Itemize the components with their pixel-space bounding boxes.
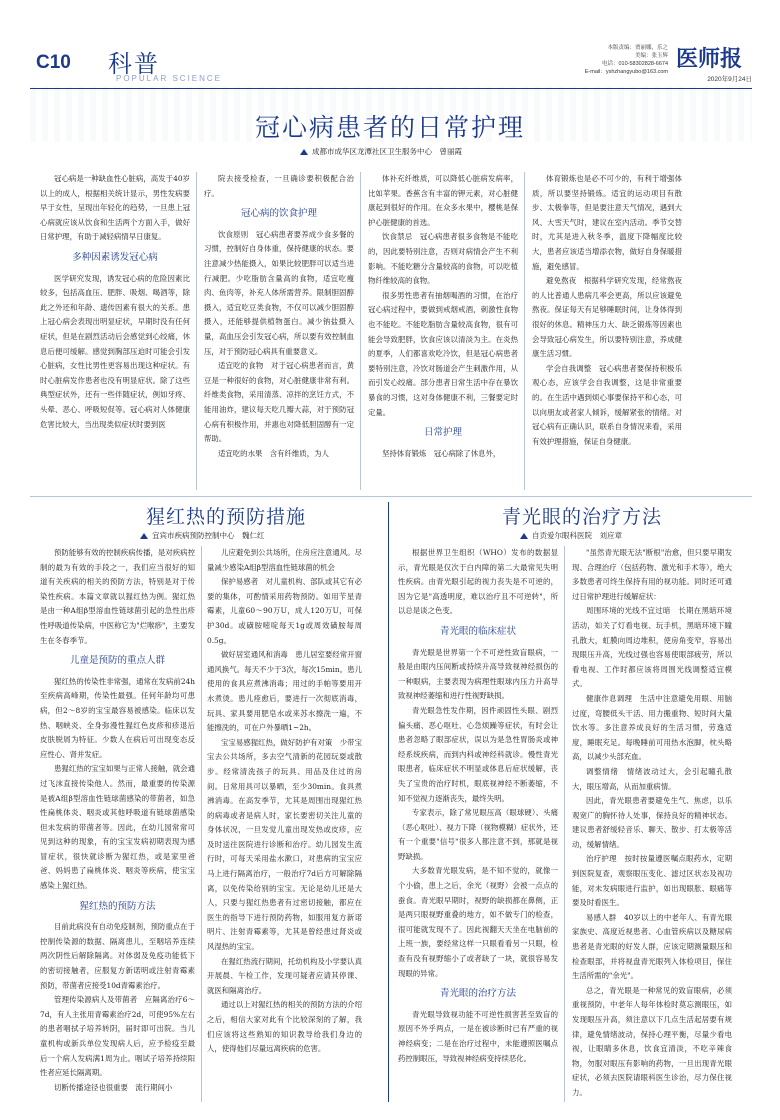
paragraph: 坚持体育锻炼 冠心病除了休息外， (382, 448, 501, 458)
article2-column-2 (207, 546, 362, 1102)
paragraph: 治疗护理 按时按量遵医嘱点眼药水，定期到医院复查，观察眼压变化、滤过区状态及视功能，对未发病眼进行监护，如出现眼胀、眼痛等要及时看医生。 (572, 854, 732, 908)
byline-chd: 成都市成华区龙潭社区卫生服务中心 曾丽霞 (300, 146, 462, 157)
paragraph: 儿应避免到公共场所，住房应注意通风。尽量减少感染A组β型溶血性链球菌的机会 (207, 548, 362, 572)
subheading: 多种因素诱发冠心病 (72, 251, 158, 263)
header-rule (30, 88, 752, 89)
paragraph: 通过以上对猩红热的相关的预防方法的介绍之后，相信大家对此有个比较深刻的了解，我们应该将这些熟知的知识教导给我们身边的人，使得他们尽量远离疾病的危害。 (207, 1000, 362, 1054)
paragraph: 在猩红热流行期间，托幼机构及小学要认真开展晨、午检工作，发现可疑者应请其停课、就医和隔离治疗。 (207, 956, 362, 995)
paragraph: 预防能够有效的控制疾病传播，是对疾病控制的最为有效的手段之一，我们应当很好的知道有关疾病的相关的预防方法，特别是对于传染性疾病。本篇文章就以猩红热为例。猩红热是由一种A组β型溶血性链球菌引起的急性出疹性呼吸道传染病，中医称它为"烂喉痧"，主要发生在冬春季节。 (40, 548, 195, 645)
paragraph: 学会自我调整 冠心病患者要保持积极乐观心态，应该学会自我调整，这是非常重要的。在生活中遇到烦心事要保持平和心态，可以向朋友或者家人倾诉，缓解紧张的情绪。对冠心病有正确认识，联系自身情况来看，采用有效护理措施，保证自身健康。 (532, 363, 682, 446)
newspaper-logo: 医师报 (676, 46, 743, 72)
article1-column-3 (368, 172, 518, 490)
subheading: 冠心病的饮食护理 (240, 208, 317, 220)
paragraph: 周围环境的光线不宜过暗 长期在黑暗环境活动，如关了灯看电视、玩手机，黑暗环境下瞳孔散大，虹膜向周边堆积，使房角变窄，容易出现眼压升高，光线过强也容易使眼部疲劳，所以看电视、工作时都应该将周围光线调整适宜模式。 (572, 606, 732, 689)
paragraph: 避免熬夜 根据科学研究发现，经常熬夜的人比普通人患病几率会更高，所以应该避免熬夜。保证每天有足够睡眠时间，让身体得到很好的休息。精神压力大、缺乏锻炼等因素也会导致冠心病发生，所以要特别注意，养成健康生活习惯。 (532, 276, 682, 359)
paragraph: "虽然青光眼无法"断根"治愈，但只要早期发现、合理治疗（包括药物、激光和手术等），绝大多数患者可终生保持有用的视功能。同时还可通过日常护理进行缓解症状： (572, 548, 732, 601)
byline-glaucoma: 自贡爱尔眼科医院 刘应章 (520, 530, 622, 541)
paragraph: 院去接受检查，一旦确诊要积极配合治疗。 (204, 174, 354, 198)
paragraph: 青光眼急性发作期，因件顽固性头眼、剧烈偏头痛、恶心呕吐、心急烦躁等症状，有时会让患者忽略了眼部症状，误以为是急性胃肠炎或神经系统疾病，而到内科或神经科就诊。慢性青光眼患者，临床症状不明显或体息后症状缓解，丧失了宝贵的治疗时机，眼底视神经不断萎缩，不知不觉视力逐渐丧失，最终失明。 (398, 705, 558, 803)
section-divider (30, 496, 752, 497)
column-divider (524, 172, 525, 490)
article3-column-2 (572, 546, 732, 1102)
paragraph: 适宜吃的水果 含有纤维质，为人 (218, 448, 329, 458)
paragraph: 保护易感者 对儿童机构、部队或其它有必要的集体，可酌情采用药物预防。如用苄星青霉素，儿童60～90万U，成人120万U，可保护30d。或磺胺嘧啶每天1g或周效磺胺每周0.5g。 (207, 577, 362, 645)
paragraph: 切断传播途径也很重要 流行期间小 (54, 1082, 173, 1092)
article1-column-2 (204, 172, 354, 490)
article-title-glaucoma: 青光眼的治疗方法 (502, 506, 663, 528)
triangle-icon (140, 533, 148, 539)
column-divider (201, 546, 202, 1102)
paragraph: 体育锻炼也是必不可少的，有利于增强体质，所以要坚持锻炼。适宜的运动项目有散步、太极拳等，但是要注意天气情况，遇到大风、大雪天气时，建议在室内活动。季节交替时，尤其是进入秋冬季，温度下降幅度比较大，患者应该适当增添衣物，做好自身保暖措施，避免感冒。 (532, 174, 682, 271)
paragraph: 做好居室通风和消毒 患儿居室要经常开窗通风换气。每天不少于3次，每次15min。患儿使用的食具应煮沸消毒；用过的手帕等要用开水煮烫。患儿痊愈后，要进行一次彻底消毒，玩具、家具要用肥皂水或来苏水擦洗一遍，不能擦洗的，可在户外暴晒1~2h。 (207, 650, 362, 733)
article-title-scarlet-fever: 猩红热的预防措施 (146, 506, 307, 528)
paragraph: 目前此病没有自动免疫制剂，预防重点在于控制传染源的数据、隔离患儿，至咽培养连续两次阴性后解除隔离。对体弱及免疫功能低下的密切接触者，应服复方新诺明或注射青霉素预防，带菌者应接受10d青霉素治疗。 (40, 922, 195, 990)
article-title-chd: 冠心病患者的日常护理 (254, 113, 525, 142)
paragraph: 大多数青光眼发病，是不知不觉的，就像一个小偷，患上之后，余光（视野）会被一点点的蚕食。青光眼早期时，视野的缺损都在鼻侧，正是两只眼视野重叠的地方，如不做专门的检查，很可能就发现不了。因此视翻天天坐在电脑前的上班一族，要经常这样一只眼看看另一只眼，检查有没有视野缩小了或者缺了一块，就很容易发现眼的异常。 (398, 866, 558, 978)
paragraph: 健康作息调理 生活中注意避免用眼、用脑过度，弯腰低头干活、用力搬重物、短时间大量饮水等。多注意养成良好的生活习惯，劳逸适度，睡眠充足。每晚睡前可用热水泡脚，枕头略高，以减少头部充血。 (572, 693, 732, 762)
paragraph: 冠心病是一种缺血性心脏病，高发于40岁以上的成人，根据相关统计显示，男性发病要早于女性，呈现出年轻化的趋势，一旦患上冠心病就应该从饮食和生活两个方面入手，做好日常护理，有助于减轻病情早日康复。 (40, 174, 190, 242)
paragraph: 调整情绪 情绪波动过大，会引起瞳孔散大，眼压增高，从而加重病情。 (572, 766, 732, 791)
article1-column-1 (40, 172, 190, 490)
column-divider (196, 172, 197, 490)
column-divider (564, 546, 565, 1102)
subheading: 青光眼的临床症状 (439, 625, 516, 637)
paragraph: 适宜吃的食物 对于冠心病患者而言，黄豆是一种很好的食物，对心脏健康非常有利。纤维类食物，采用清蒸、凉拌的烹饪方式，不能用油炸，建议每天吃几瓣大蒜，对于预防冠心病有积极作用，并惠也对降低胆固醇有一定帮助。 (204, 361, 354, 444)
paragraph: 青光眼是世界第一个不可逆性致盲眼病，一般是由眼内压间断或持续升高导致视神经损伤的一种眼病，主要表现为病理性眼球内压力升高导致视神经萎缩和进行性视野缺损。 (398, 647, 558, 701)
paragraph: 医学研究发现，诱发冠心病的危险因素比较多，包括高血压、肥胖、吸烟、喝酒等，除此之外还和年龄、遗传因素有很大的关系。患上冠心病会表现出明显症状，早期时没有任何症状，但是在剧烈活动后会感觉到心绞痛，休息后便可缓解。感觉到胸部压迫时可能会引发心脏病，女性比男性更容易出现这种症状。有时心脏病发作患者也没有明显症状。除了这些典型症状外，还有一些伴随症状，例如牙疼、头晕、恶心、呼吸短促等。冠心病对人体健康危害比较大，当出现类似症状时要到医 (40, 273, 190, 429)
paragraph: 饮食原则 冠心病患者要养成少食多餐的习惯，控制好自身体重，保持健康的状态。要注意减少热能摄入，如果比较肥胖可以适当进行减肥。少吃脂肪含量高的食物，适宜吃瘦肉、鱼肉等，补充人体所需营养。限制胆固醇摄入，适宜吃豆类食物，不仅可以减少胆固醇摄入，还能够提供植物蛋白。减少钠盐摄入量，高血压会引发冠心病，所以要有效控制血压，对于预防冠心病具有重要意义。 (204, 229, 354, 356)
paragraph: 因此，青光眼患者要避免生气、焦虑，以乐观宽广的胸怀待人处事，保持良好的精神状态。建议患者舒缓轻音乐、聊天、散步、打太极等活动，缓解情绪。 (572, 796, 732, 849)
page-code: C10 (36, 52, 71, 73)
column-divider (360, 172, 361, 490)
paragraph: 宝宝易感猩红热，做好防护有对策 少带宝宝去公共场所，多去空气清新的花园玩耍或散步。经常清洗孩子的玩具、用品及住过的房间。日常用具可以暴晒，至少30min。食具煮沸消毒。在高发季节，尤其是周围出现猩红热的病毒或者是病人时，家长要密切关注儿童的身体状况，一旦发觉儿童出现发热或皮疹，应及时送往医院进行诊断和治疗。幼儿园发生流行时，可每天采用盐水漱口，对患病的宝宝应马上进行隔离治疗，一般治疗7d后方可解除隔离，以免传染给别的宝宝。无论是幼儿还是大人，只要与猩红热患者有过密切接触，都应在医生的指导下进行预防药物，如服用复方新诺明片、注射青霉素等，尤其是曾经患过肾炎或风湿热的宝宝。 (207, 737, 362, 952)
paragraph: 根据世界卫生组织（WHO）发布的数据显示，青光眼是仅次于白内障的第二大最常见失明性疾病。由青光眼引起的视力丧失是不可逆的，因为它是"高透明度，难以治疗且不可逆转"，所以总是谈之色变。 (398, 548, 558, 616)
article3-column-1 (398, 546, 558, 1102)
section-title: 科普 (108, 50, 160, 78)
paragraph: 体补充纤维质，可以降低心脏病发病率，比如苹果。香蕉含有丰富的钾元素，对心脏健康起到很好的作用。在众多水果中，樱桃是保护心脏健康的首选。 (368, 174, 518, 227)
paragraph: 易感人群 40岁以上的中老年人、有青光眼家族史、高度近视患者、心血管疾病以及糖尿病患者是青光眼的好发人群，应该定期测量眼压和检查眼部，并将视盘青光眼列入体检项目，保住生活所需的"余光"。 (572, 912, 732, 981)
byline-scarlet-fever: 宜宾市疾病预防控制中心 魏仁红 (140, 530, 265, 541)
paragraph: 饮食禁忌 冠心病患者很多食物是不能吃的，因此要特别注意，否则对病情会产生不利影响。不能吃糖分含量较高的食物，可以吃植物纤维较高的食物。 (368, 232, 518, 286)
article1-column-4 (532, 172, 682, 490)
editor-info: 本版责编：贾丽娜，乐之 美编：张玉辉 电话：010-58302828-6674 E-mail：yshzhangyubo@163.com (584, 45, 668, 75)
subheading: 儿童是预防的重点人群 (69, 655, 165, 667)
paragraph: 总之，青光眼是一种常见的致盲眼病，必须重视预防，中老年人每年体检时莫忘测眼压，如发现眼压升高，须注意以下几点生活起居要有规律，避免情绪波动，保持心理平衡，尽量少看电视，让眼睛多休息，饮食宜清淡，不吃辛辣食物，勿服对眼压有影响的药物，一旦出现青光眼症状，必须去医院请眼科医生诊治，尽力保住视力。 (572, 985, 732, 1097)
subheading: 猩红热的预防方法 (79, 900, 156, 912)
article-divider (388, 502, 389, 1102)
triangle-icon (520, 533, 528, 539)
triangle-icon (300, 149, 308, 155)
paragraph: 患猩红热的宝宝如果与正常人接触，就会通过飞沫直接传染他人。然而，最重要的传染源是被A组β型溶血性链球菌感染的带菌者，如急性扁桃体炎、咽炎或其他呼吸道有链球菌感染但未发病的带菌者等。因此，在幼儿园常常可见到这种的现象，有的宝宝发病初期表现为感冒症状，很快就诊断为猩红热，或是家里爸爸、妈妈患了扁桃体炎、咽炎等疾病，使宝宝感染上猩红热。 (40, 764, 195, 891)
subheading: 青光眼的治疗方法 (439, 988, 516, 1000)
issue-date: 2020年9月24日 (707, 76, 752, 83)
paragraph: 管理传染源病人及带菌者 应隔离治疗6～7d，有人主张用青霉素治疗2d，可使95%左右的患者咽拭子培养转阴，届时即可出院。当儿童机构或新兵单位发现病人后，应予检疫至最后一个病人发病满1周为止。咽试子培养持续阳性者应延长隔离期。 (40, 995, 195, 1078)
section-subtitle: POPULAR SCIENCE (116, 74, 223, 83)
paragraph: 很多男性患者有抽烟喝酒的习惯，在治疗冠心病过程中，要做到戒烟戒酒，刺激性食物也不能吃。不能吃脂肪含量较高食物，很有可能会导致肥胖，饮食应该以清淡为主。在炎热的夏季，人们都喜欢吃冷饮，但是冠心病患者要特别注意，冷饮对肠道会产生刺激作用，从而引发心绞痛。部分患者日常生活中存在暴饮暴食的习惯，这对身体健康不利，三餐要定时定量。 (368, 290, 518, 417)
paragraph: 青光眼导致视功能不可逆性损害甚至致盲的原因不外乎两点，一是在被诊断时已有严重的视神经病变；二是在治疗过程中，未能遵照医嘱点药控制眼压，导致视神经病变持续恶化。 (398, 1009, 558, 1063)
subheading: 日常护理 (423, 427, 462, 439)
paragraph: 猩红热的传染性非常强，通常在发病前24h至疾病高峰期，传染性最强。任何年龄均可患病，但2～8岁的宝宝最容易被感染。临床以发热、咽峡炎、全身弥漫性猩红色皮疹和疹退后皮肤脱屑为特征。少数人在病后可出现变态反应性心、肾并发症。 (40, 676, 195, 759)
article2-column-1 (40, 546, 195, 1102)
paragraph: 专家表示，除了常见眼压高（眼球硬）、头痛（恶心呕吐）、视力下降（视物模糊）症状外，还有一个重要"信号"很多人都注意不到，那就是视野缺损。 (398, 808, 558, 861)
